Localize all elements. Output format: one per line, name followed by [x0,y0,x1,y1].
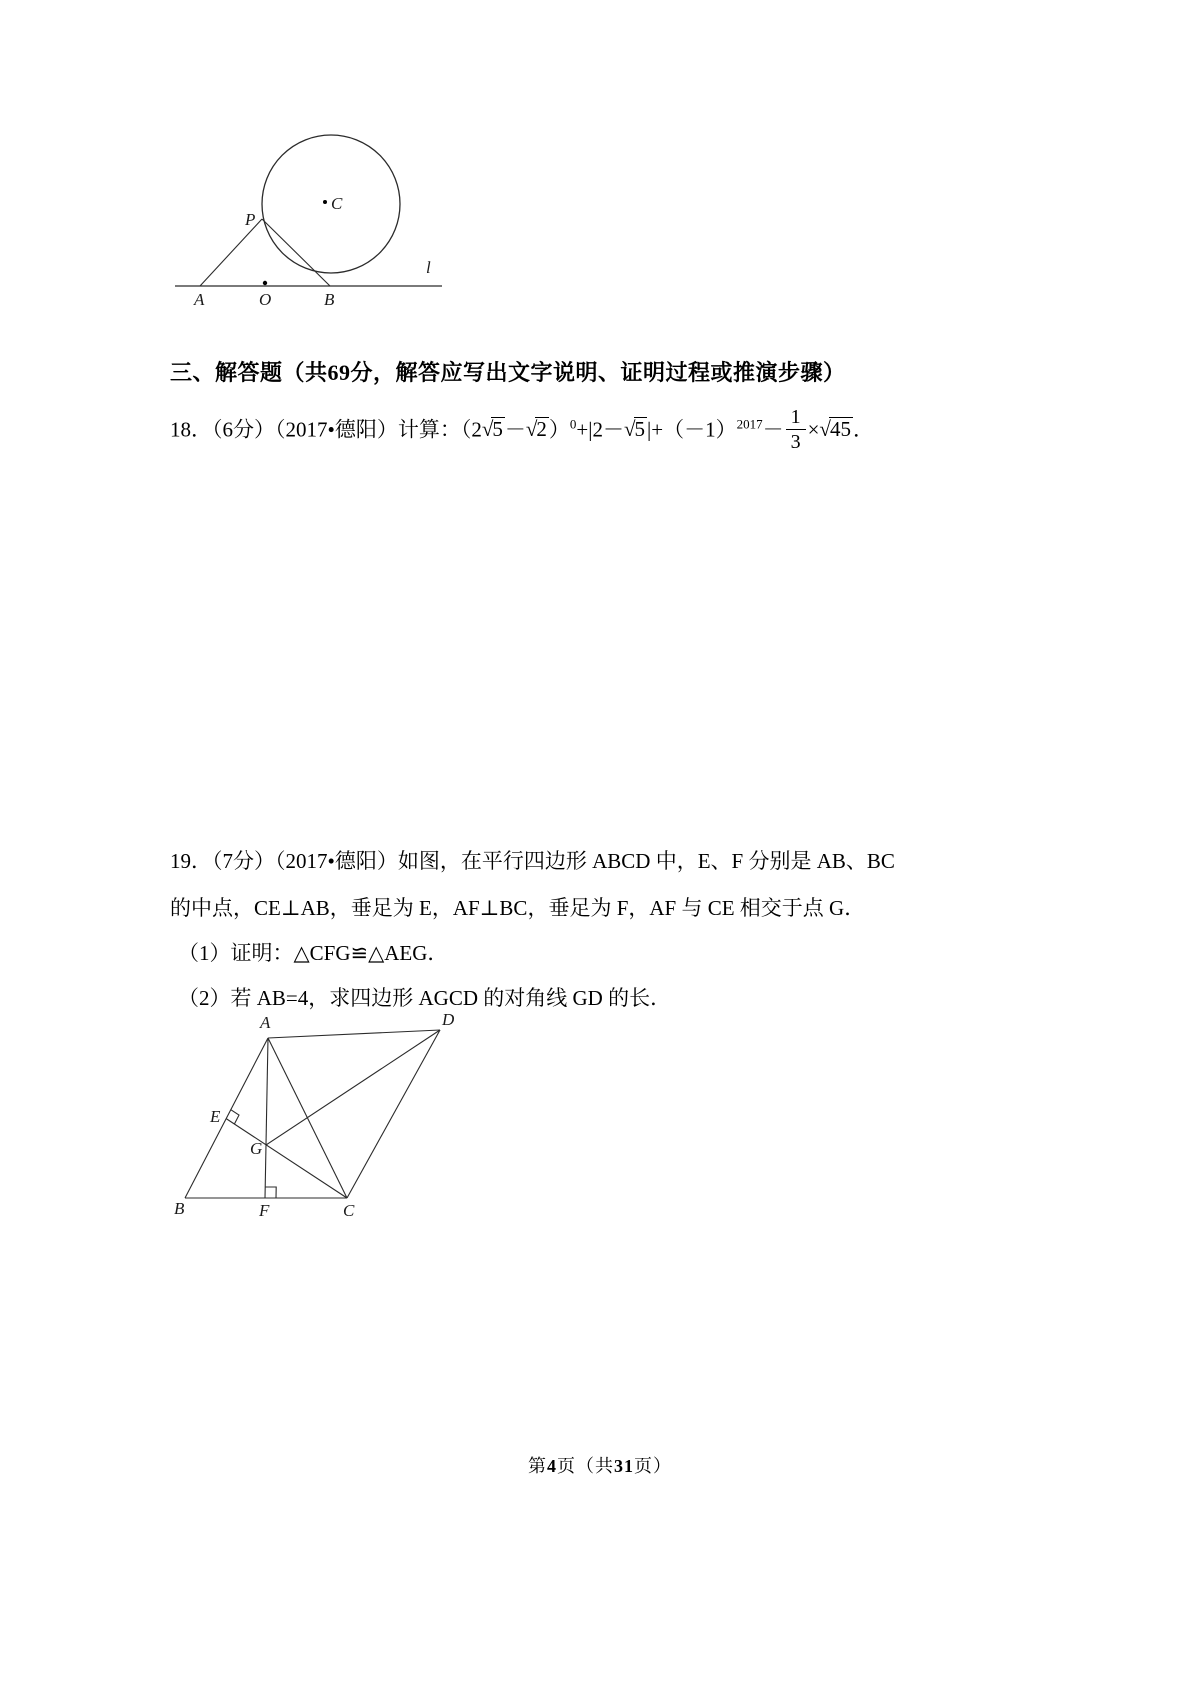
side-dc [347,1030,440,1198]
radical-sign: √ [819,417,831,442]
p18-seg2: － [504,417,526,442]
problem-19-part1: （1）证明：△CFG≌△AEG． [178,941,449,965]
p18-seg1: 18．（6分）（2017•德阳）计算：（2 [170,417,482,442]
footer-prefix: 第 [528,1456,547,1476]
radical-sign: √ [481,417,494,442]
segment-pb [262,219,330,286]
radicand-45: 45 [829,417,851,442]
page-footer [0,1452,1200,1478]
problem-19-line2: 的中点，CE⊥AB，垂足为 E，AF⊥BC，垂足为 F，AF 与 CE 相交于点 G． [170,896,866,920]
label-p: P [245,210,256,229]
label-a: A [194,290,205,309]
p18-seg4: +|2－ [576,417,624,442]
figure2-labels [174,1010,455,1220]
point-c-dot [323,200,327,204]
fraction-denominator: 3 [790,431,801,453]
segment-af [265,1038,268,1198]
sqrt-45 [819,417,853,441]
figure-circle-tangent [170,116,460,316]
radical-sign: √ [623,417,636,442]
side-ad [268,1030,440,1038]
p18-seg7: × [807,417,820,442]
figure2-lines [185,1030,440,1198]
figure-parallelogram [170,1010,470,1222]
exponent-2017: 2017 [736,416,763,432]
label-o: O [259,290,272,309]
figure1-lines [175,135,442,286]
footer-page-number: 4 [547,1456,557,1476]
point-o-dot [263,281,267,285]
p18-seg5: |+（－1） [647,417,737,442]
p18-seg8: ． [852,417,874,442]
label-g: G [250,1139,263,1158]
label-f: F [259,1201,270,1220]
label-e: E [210,1107,221,1126]
section-3-header: 三、解答题（共69分，解答应写出文字说明、证明过程或推演步骤） [170,360,846,385]
p18-seg3: ） [548,417,570,442]
side-ab [185,1038,268,1198]
label-a: A [260,1013,271,1032]
radicand-5a: 5 [492,417,503,442]
problem-19-line1: 19．（7分）（2017•德阳）如图，在平行四边形 ABCD 中，E、F 分别是 AB、BC [170,849,895,873]
footer-total-pages: 31 [614,1456,634,1476]
fraction-numerator: 1 [786,406,806,430]
segment-ce [226,1119,347,1199]
label-l: l [426,258,431,277]
sqrt-5-b [624,417,647,441]
p18-seg6: － [762,417,784,442]
exponent-0: 0 [569,416,577,432]
label-c: C [343,1201,355,1220]
footer-suffix: 页） [634,1456,672,1476]
radicand-5b: 5 [634,417,646,442]
radicand-2: 2 [536,417,547,442]
label-b: B [174,1199,185,1218]
label-c: C [331,194,343,213]
radical-sign: √ [525,417,538,442]
footer-mid: 页（共 [557,1456,614,1476]
problem-18 [170,408,874,455]
figure1-labels [193,194,431,309]
sqrt-5-a [482,417,505,441]
right-angle-mark-f [265,1187,276,1198]
label-d: D [442,1010,455,1029]
sqrt-2 [526,417,549,441]
label-b: B [324,290,335,309]
segment-pa [200,219,262,286]
problem-19-part2: （2）若 AB=4，求四边形 AGCD 的对角线 GD 的长． [178,986,672,1010]
fraction-one-third [786,406,806,453]
